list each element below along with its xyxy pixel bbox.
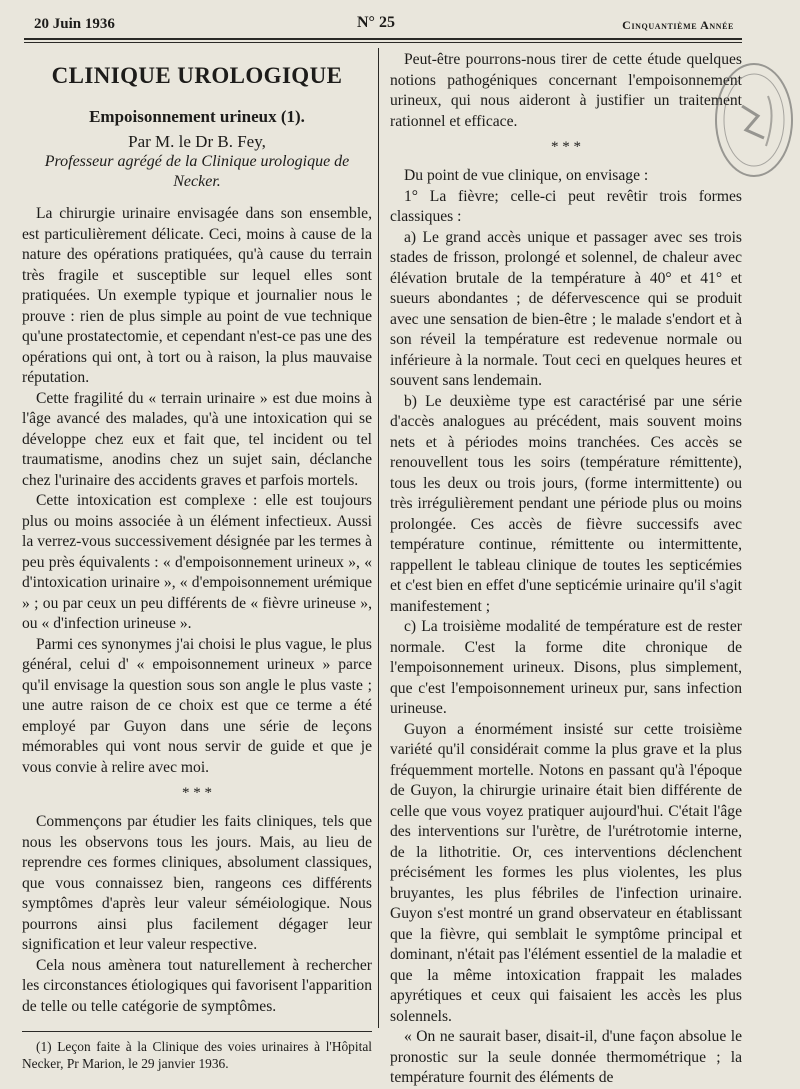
paragraph: b) Le deuxième type est caractérisé par une série d'accès analogues au précédent, mais souvent moins nets et à périodes moins tranchées. Ces accès se renouvellent tous les soirs (température rémittente), tous les deux ou trois jours, (forme intermittente) ou très irrégulièrement pendant une période plus ou moins prolongée. Ces accès de fièvre successifs avec température continue, rémittente ou intermittente, rappellent le tableau clinique de toutes les septicémies et c'est bien en effet d'une septicémie urinaire qu'il s'agit manifestement ; bbox=[390, 392, 742, 615]
paragraph: Cette fragilité du « terrain urinaire » est due moins à l'âge avancé des malades, qu'à une intoxication qui se développe chez eux et fait que, tel incident ou tel traumatisme, anodins chez un sujet sain, déclanche chez l'urinaire des accidents graves et parfois mortels. bbox=[22, 389, 372, 489]
column-divider bbox=[378, 48, 379, 1028]
paragraph: Cela nous amènera tout naturellement à rechercher les circonstances étiologiques qui favorisent l'apparition de telle ou telle catégorie de symptômes. bbox=[22, 956, 372, 1015]
article-author: Par M. le Dr B. Fey, bbox=[128, 132, 266, 151]
paragraph: Peut-être pourrons-nous tirer de cette étude quelques notions pathogéniques concernant l'empoisonnement urineux, qui nous aideront à justifier un traitement rationnel et efficace. bbox=[390, 51, 742, 130]
paragraph: « On ne saurait baser, disait-il, d'une façon absolue le pronostic sur la seule donnée thermométrique ; la température fournit des éléments de bbox=[390, 1028, 742, 1086]
paragraph: Commençons par étudier les faits cliniques, tels que nous les observons tous les jours. Mais, au lieu de reprendre ces formes cliniques, absolument classiques, que vous connaissez bien, rangeons ces différents symptômes d'après leur valeur séméiologique. Nous pourrons ainsi plus facilement dégager leur signification et leur valeur respective. bbox=[22, 813, 372, 953]
library-stamp bbox=[706, 56, 796, 186]
paragraph: 1° La fièvre; celle-ci peut revêtir trois formes classiques : bbox=[390, 187, 742, 225]
page-header bbox=[34, 14, 734, 36]
paragraph: a) Le grand accès unique et passager avec ses trois stades de frisson, prolongé et solennel, de chaleur avec élévation brutale de la température à 40° et 41° et sueurs abondantes ; de défervescence qui se produit avec une sensation de bien-être ; le malade s'endort et à son réveil la température est redevenue normale ou inférieure à la normale. Tout ceci en quelques heures et souvent sans lendemain. bbox=[390, 228, 742, 389]
section-separator: * * * bbox=[551, 139, 581, 155]
left-column bbox=[22, 50, 372, 1072]
section-title: CLINIQUE UROLOGIQUE bbox=[51, 63, 343, 88]
section-separator: * * * bbox=[182, 785, 212, 801]
footnote-rule bbox=[22, 1031, 372, 1032]
issue-date: 20 Juin 1936 bbox=[34, 16, 115, 32]
paragraph: La chirurgie urinaire envisagée dans son ensemble, est particulièrement délicate. Ceci, moins à cause de la nature des opérations pratiquées, qu'à cause du terrain très fragile et susceptible sur lequel elles sont pratiquées. Un exemple typique et journalier nous le prouve : rien de plus simple au point de vue technique qu'une prostatectomie, et cependant n'est-ce pas une des opérations qui ont, à tort ou à raison, la plus mauvaise réputation. bbox=[22, 205, 372, 386]
paragraph: Cette intoxication est complexe : elle est toujours plus ou moins associée à un élément infectieux. Aussi la verrez-vous successivement désignée par les termes à peu près équivalents : « d'empoisonnement urineux », « d'intoxication urinaire », « d'empoisonnement urémique » ; ou par ceux un peu différents de « fièvre urineuse », ou « d'infection urineuse ». bbox=[22, 492, 372, 632]
paragraph: c) La troisième modalité de température est de rester normale. C'est la forme dite chronique de l'empoisonnement urineux. Disons, plus simplement, que c'est l'empoisonnement urineux pur, sans infection urineuse. bbox=[390, 618, 742, 717]
article-title: Empoisonnement urineux (1). bbox=[89, 107, 305, 126]
issue-number: N° 25 bbox=[357, 14, 395, 31]
header-rule-thin bbox=[24, 42, 742, 43]
right-column bbox=[390, 50, 742, 1089]
paragraph: Parmi ces synonymes j'ai choisi le plus vague, le plus général, celui d' « empoisonnement urineux » parce qu'il envisage la question sous son angle le plus vaste ; une autre raison de ce choix est que ce terme a été employé par Guyon dans une série de leçons mémorables qui vont nous servir de guide et que je vous convie à relire avec moi. bbox=[22, 635, 372, 776]
paragraph: Du point de vue clinique, on envisage : bbox=[404, 167, 649, 184]
paragraph: Guyon a énormément insisté sur cette troisième variété qu'il considérait comme la plus grave et la plus fréquemment mortelle. Notons en passant qu'à l'époque de Guyon, la chirurgie urinaire était bien différente de celle que vous voyez pratiquer aujourd'hui. C'était l'âge des interventions sur l'urètre, de l'urétrotomie interne, de la lithotritie. Or, ces interventions déclenchent précisément les formes les plus violentes, les plus bruyantes, les plus fébriles de l'infection urinaire. Guyon s'est montré un grand observateur en établissant que la fièvre, qui semblait le symptôme principal et dominant, n'était pas l'élément essentiel de la maladie et que la même intoxication frappait les malades apyrétiques et ceux qui faisaient les accès les plus solennels. bbox=[390, 720, 742, 1025]
volume-year: Cinquantième Année bbox=[622, 18, 734, 32]
header-rule bbox=[24, 38, 742, 40]
author-affiliation: Professeur agrégé de la Clinique urologique de Necker. bbox=[44, 153, 350, 190]
footnote: (1) Leçon faite à la Clinique des voies urinaires à l'Hôpital Necker, Pr Marion, le 29 janvier 1936. bbox=[22, 1039, 372, 1071]
